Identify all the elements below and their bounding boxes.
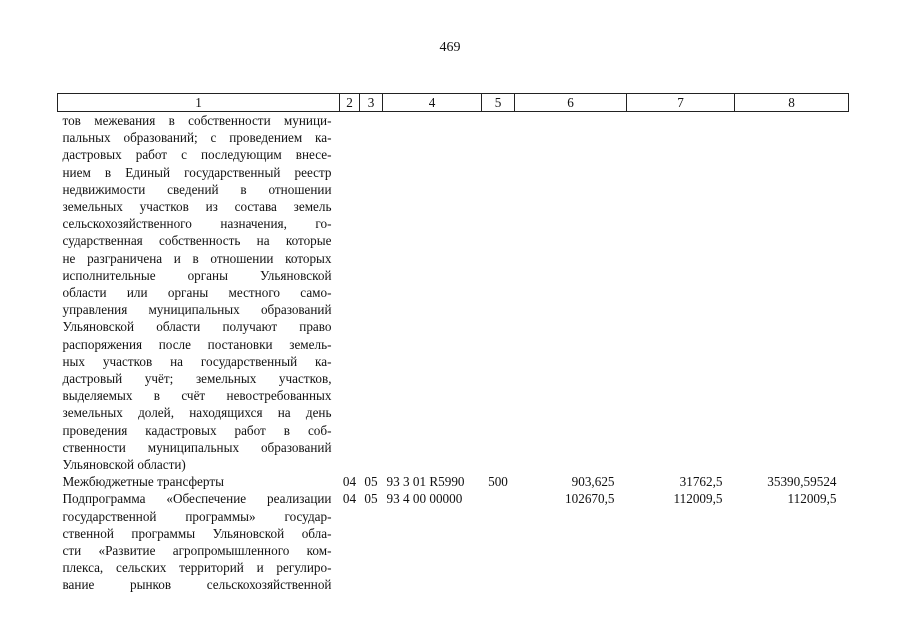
- empty-cell: [383, 250, 482, 267]
- table-row: [58, 181, 849, 198]
- empty-cell: [360, 404, 383, 421]
- empty-cell: [360, 559, 383, 576]
- row-name-line: ных участков на государственный ка-: [62, 353, 332, 369]
- table-row: [58, 112, 849, 130]
- empty-cell: [340, 232, 360, 249]
- empty-cell: [627, 215, 735, 232]
- empty-cell: [383, 267, 482, 284]
- row-name-line: не разграничена и в отношении которых: [62, 250, 332, 266]
- empty-cell: [360, 284, 383, 301]
- row-name-line: сельскохозяйственного назначения, го-: [62, 216, 332, 232]
- empty-cell: [735, 146, 849, 163]
- empty-cell: [482, 181, 515, 198]
- empty-cell: [627, 198, 735, 215]
- amount-year-2: 31762,5: [679, 474, 723, 490]
- empty-cell: [515, 542, 627, 559]
- empty-cell: [735, 353, 849, 370]
- empty-cell: [482, 129, 515, 146]
- empty-cell: [383, 301, 482, 318]
- column-header: 1: [58, 94, 340, 112]
- empty-cell: [340, 404, 360, 421]
- table-row: [58, 164, 849, 181]
- empty-cell: [360, 146, 383, 163]
- table-row: [58, 215, 849, 232]
- empty-cell: [340, 112, 360, 130]
- empty-cell: [627, 336, 735, 353]
- empty-cell: [340, 250, 360, 267]
- empty-cell: [482, 215, 515, 232]
- empty-cell: [360, 250, 383, 267]
- row-name-line: пальных образований; с проведением ка-: [62, 130, 332, 146]
- empty-cell: [627, 508, 735, 525]
- table-row: [58, 318, 849, 335]
- column-header: 8: [735, 94, 849, 112]
- empty-cell: [735, 284, 849, 301]
- amount-year-2: 112009,5: [673, 491, 723, 507]
- empty-cell: [482, 542, 515, 559]
- empty-cell: [383, 404, 482, 421]
- table-row: [58, 473, 849, 490]
- empty-cell: [482, 232, 515, 249]
- subsection-code: 05: [364, 474, 378, 490]
- row-name-line: сударственная собственность на которые: [62, 233, 332, 249]
- empty-cell: [340, 422, 360, 439]
- empty-cell: [340, 508, 360, 525]
- empty-cell: [360, 181, 383, 198]
- empty-cell: [340, 301, 360, 318]
- empty-cell: [515, 164, 627, 181]
- row-name-line: тов межевания в собственности муници-: [62, 113, 332, 128]
- empty-cell: [627, 232, 735, 249]
- empty-cell: [340, 370, 360, 387]
- empty-cell: [360, 422, 383, 439]
- empty-cell: [340, 353, 360, 370]
- empty-cell: [627, 284, 735, 301]
- row-name-line: недвижимости сведений в отношении: [62, 181, 332, 197]
- empty-cell: [360, 198, 383, 215]
- empty-cell: [360, 353, 383, 370]
- empty-cell: [340, 456, 360, 473]
- empty-cell: [360, 232, 383, 249]
- column-header: 2: [340, 94, 360, 112]
- empty-cell: [383, 508, 482, 525]
- empty-cell: [383, 370, 482, 387]
- empty-cell: [515, 267, 627, 284]
- section-code: 04: [342, 474, 357, 490]
- row-name-line: вание рынков сельскохозяйственной: [62, 577, 332, 593]
- row-name-line: Ульяновской области получают право: [62, 319, 332, 335]
- empty-cell: [515, 301, 627, 318]
- empty-cell: [515, 181, 627, 198]
- empty-cell: [627, 576, 735, 593]
- empty-cell: [360, 267, 383, 284]
- empty-cell: [627, 250, 735, 267]
- row-name-line: распоряжения после постановки земель-: [62, 336, 332, 352]
- empty-cell: [360, 370, 383, 387]
- empty-cell: [515, 250, 627, 267]
- empty-cell: [627, 370, 735, 387]
- empty-cell: [627, 422, 735, 439]
- column-header: 6: [515, 94, 627, 112]
- empty-cell: [340, 146, 360, 163]
- expense-type-code: [482, 490, 515, 507]
- empty-cell: [340, 576, 360, 593]
- empty-cell: [515, 439, 627, 456]
- empty-cell: [482, 370, 515, 387]
- empty-cell: [383, 336, 482, 353]
- empty-cell: [482, 146, 515, 163]
- row-name-line: земельных участков из состава земель: [62, 199, 332, 215]
- empty-cell: [383, 439, 482, 456]
- empty-cell: [360, 508, 383, 525]
- empty-cell: [482, 404, 515, 421]
- empty-cell: [360, 576, 383, 593]
- empty-cell: [482, 250, 515, 267]
- empty-cell: [627, 439, 735, 456]
- table-row: [58, 387, 849, 404]
- empty-cell: [482, 576, 515, 593]
- empty-cell: [340, 181, 360, 198]
- empty-cell: [735, 439, 849, 456]
- row-name-line: Межбюджетные трансферты: [62, 474, 224, 490]
- empty-cell: [627, 353, 735, 370]
- target-article-code: 93 3 01 R5990: [386, 474, 465, 490]
- empty-cell: [627, 404, 735, 421]
- empty-cell: [482, 353, 515, 370]
- table-row: [58, 456, 849, 473]
- empty-cell: [735, 215, 849, 232]
- empty-cell: [383, 559, 482, 576]
- empty-cell: [735, 508, 849, 525]
- amount-year-3: 112009,5: [787, 491, 837, 507]
- empty-cell: [383, 387, 482, 404]
- empty-cell: [515, 129, 627, 146]
- empty-cell: [482, 267, 515, 284]
- empty-cell: [383, 146, 482, 163]
- empty-cell: [515, 215, 627, 232]
- empty-cell: [340, 129, 360, 146]
- empty-cell: [383, 422, 482, 439]
- amount-year-1: 903,625: [571, 474, 615, 490]
- empty-cell: [360, 387, 383, 404]
- row-name-line: государственной программы» государ-: [62, 508, 332, 524]
- empty-cell: [735, 301, 849, 318]
- empty-cell: [735, 267, 849, 284]
- empty-cell: [515, 353, 627, 370]
- empty-cell: [383, 353, 482, 370]
- empty-cell: [627, 267, 735, 284]
- empty-cell: [360, 215, 383, 232]
- subsection-code: 05: [364, 491, 378, 507]
- empty-cell: [482, 422, 515, 439]
- empty-cell: [383, 576, 482, 593]
- empty-cell: [383, 318, 482, 335]
- empty-cell: [340, 387, 360, 404]
- empty-cell: [360, 112, 383, 130]
- table-row: [58, 508, 849, 525]
- row-name-line: исполнительные органы Ульяновской: [62, 267, 332, 283]
- row-name-line: ственной программы Ульяновской обла-: [62, 525, 332, 541]
- amount-year-1: 102670,5: [565, 491, 615, 507]
- empty-cell: [360, 301, 383, 318]
- empty-cell: [735, 232, 849, 249]
- table-row: [58, 301, 849, 318]
- empty-cell: [735, 576, 849, 593]
- empty-cell: [340, 542, 360, 559]
- table-row: [58, 404, 849, 421]
- empty-cell: [515, 508, 627, 525]
- empty-cell: [383, 542, 482, 559]
- amount-year-3: 35390,59524: [767, 474, 837, 490]
- empty-cell: [482, 559, 515, 576]
- empty-cell: [383, 284, 482, 301]
- page-number: 469: [439, 40, 461, 55]
- empty-cell: [482, 336, 515, 353]
- table-row: [58, 422, 849, 439]
- empty-cell: [627, 387, 735, 404]
- empty-cell: [735, 250, 849, 267]
- empty-cell: [735, 456, 849, 473]
- empty-cell: [360, 336, 383, 353]
- table-row: [58, 129, 849, 146]
- empty-cell: [383, 232, 482, 249]
- empty-cell: [735, 422, 849, 439]
- table-row: [58, 146, 849, 163]
- empty-cell: [340, 284, 360, 301]
- empty-cell: [482, 284, 515, 301]
- empty-cell: [735, 198, 849, 215]
- empty-cell: [627, 164, 735, 181]
- empty-cell: [482, 456, 515, 473]
- empty-cell: [482, 318, 515, 335]
- empty-cell: [340, 336, 360, 353]
- row-name-line: проведения кадастровых работ в соб-: [62, 422, 332, 438]
- empty-cell: [482, 525, 515, 542]
- empty-cell: [383, 181, 482, 198]
- empty-cell: [735, 129, 849, 146]
- row-name-line: дастровых работ с последующим внесе-: [62, 147, 332, 163]
- table-row: [58, 232, 849, 249]
- empty-cell: [735, 559, 849, 576]
- empty-cell: [383, 112, 482, 130]
- table-row: [58, 525, 849, 542]
- empty-cell: [627, 146, 735, 163]
- table-row: [58, 439, 849, 456]
- empty-cell: [627, 542, 735, 559]
- row-name-line: земельных долей, находящихся на день: [62, 405, 332, 421]
- empty-cell: [340, 439, 360, 456]
- empty-cell: [360, 164, 383, 181]
- empty-cell: [340, 525, 360, 542]
- empty-cell: [735, 181, 849, 198]
- empty-cell: [482, 198, 515, 215]
- row-name-line: области или органы местного само-: [62, 285, 332, 301]
- empty-cell: [340, 198, 360, 215]
- empty-cell: [515, 146, 627, 163]
- table-row: [58, 198, 849, 215]
- empty-cell: [735, 404, 849, 421]
- empty-cell: [515, 456, 627, 473]
- empty-cell: [515, 576, 627, 593]
- column-header: 7: [627, 94, 735, 112]
- empty-cell: [515, 404, 627, 421]
- empty-cell: [383, 456, 482, 473]
- table-row: [58, 353, 849, 370]
- empty-cell: [735, 525, 849, 542]
- table-row: [58, 284, 849, 301]
- row-name-line: управления муниципальных образований: [62, 302, 332, 318]
- empty-cell: [383, 198, 482, 215]
- row-name-line: Подпрограмма «Обеспечение реализации: [62, 491, 332, 507]
- empty-cell: [340, 215, 360, 232]
- empty-cell: [383, 129, 482, 146]
- empty-cell: [360, 542, 383, 559]
- column-header: 4: [383, 94, 482, 112]
- empty-cell: [340, 267, 360, 284]
- table-row: [58, 250, 849, 267]
- table-row: [58, 336, 849, 353]
- empty-cell: [482, 387, 515, 404]
- empty-cell: [482, 508, 515, 525]
- column-header: 3: [360, 94, 383, 112]
- empty-cell: [515, 198, 627, 215]
- empty-cell: [627, 301, 735, 318]
- empty-cell: [515, 336, 627, 353]
- row-name-line: дастровый учёт; земельных участков,: [62, 371, 332, 387]
- table-row: [58, 542, 849, 559]
- row-name-line: сти «Развитие агропромышленного ком-: [62, 543, 332, 559]
- budget-table: [57, 93, 849, 594]
- empty-cell: [383, 164, 482, 181]
- empty-cell: [482, 301, 515, 318]
- empty-cell: [735, 370, 849, 387]
- empty-cell: [482, 164, 515, 181]
- empty-cell: [627, 456, 735, 473]
- row-name-line: Ульяновской области): [62, 457, 186, 473]
- section-code: 04: [342, 491, 357, 507]
- empty-cell: [482, 112, 515, 130]
- empty-cell: [735, 164, 849, 181]
- empty-cell: [360, 456, 383, 473]
- empty-cell: [735, 336, 849, 353]
- empty-cell: [515, 559, 627, 576]
- empty-cell: [360, 439, 383, 456]
- empty-cell: [360, 525, 383, 542]
- table-row: [58, 576, 849, 593]
- empty-cell: [627, 318, 735, 335]
- target-article-code: 93 4 00 00000: [386, 491, 463, 507]
- empty-cell: [627, 112, 735, 130]
- empty-cell: [482, 439, 515, 456]
- empty-cell: [515, 370, 627, 387]
- empty-cell: [735, 318, 849, 335]
- empty-cell: [340, 318, 360, 335]
- empty-cell: [735, 112, 849, 130]
- empty-cell: [515, 284, 627, 301]
- empty-cell: [627, 181, 735, 198]
- empty-cell: [340, 164, 360, 181]
- table-row: [58, 370, 849, 387]
- empty-cell: [515, 112, 627, 130]
- empty-cell: [627, 129, 735, 146]
- empty-cell: [515, 232, 627, 249]
- empty-cell: [515, 525, 627, 542]
- empty-cell: [627, 525, 735, 542]
- table-row: [58, 490, 849, 507]
- empty-cell: [383, 215, 482, 232]
- table-row: [58, 559, 849, 576]
- row-name-line: плекса, сельских территорий и регулиро-: [62, 560, 332, 576]
- empty-cell: [383, 525, 482, 542]
- empty-cell: [360, 318, 383, 335]
- empty-cell: [515, 422, 627, 439]
- table-row: [58, 267, 849, 284]
- row-name-line: ственности муниципальных образований: [62, 439, 332, 455]
- empty-cell: [515, 387, 627, 404]
- row-name-line: выделяемых в счёт невостребованных: [62, 388, 332, 404]
- empty-cell: [735, 542, 849, 559]
- column-header: 5: [482, 94, 515, 112]
- empty-cell: [515, 318, 627, 335]
- column-number-header-row: [58, 94, 849, 112]
- expense-type-code: 500: [488, 474, 508, 490]
- empty-cell: [627, 559, 735, 576]
- row-name-line: нием в Единый государственный реестр: [62, 164, 332, 180]
- empty-cell: [360, 129, 383, 146]
- empty-cell: [340, 559, 360, 576]
- empty-cell: [735, 387, 849, 404]
